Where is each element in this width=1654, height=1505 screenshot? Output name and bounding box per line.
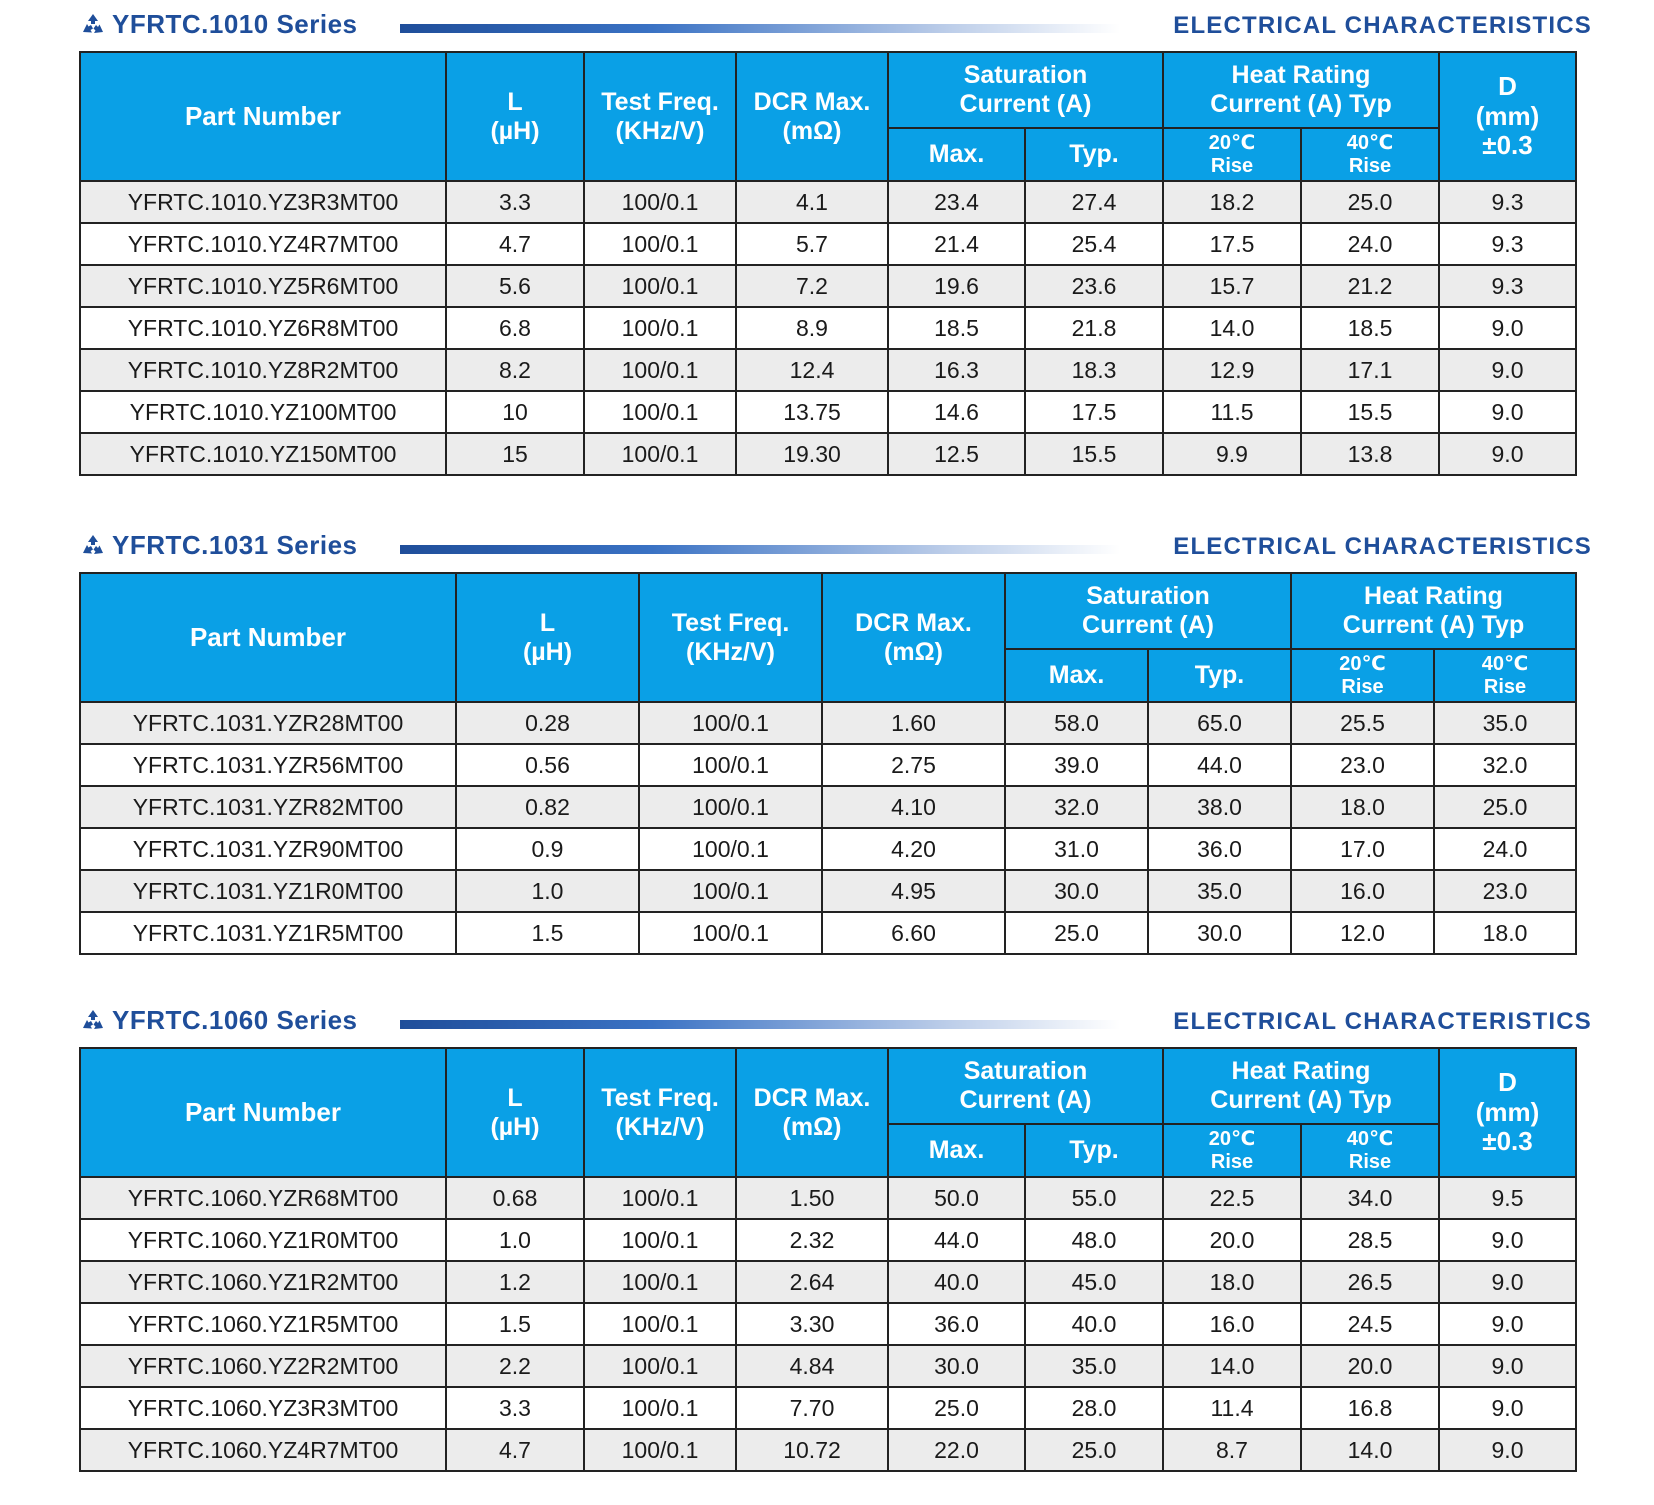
sat-typ-cell: 25.4: [1025, 223, 1163, 265]
inductance-cell: 1.2: [446, 1261, 584, 1303]
section-title: YFRTC.1031 Series: [112, 530, 358, 560]
sat-max-cell: 25.0: [888, 1387, 1025, 1429]
heat-40c-cell: 18.5: [1301, 307, 1439, 349]
col-saturation-current: Saturation Current (A): [888, 1048, 1163, 1124]
table-row: [80, 1387, 1576, 1429]
section-subtitle: ELECTRICAL CHARACTERISTICS: [1173, 533, 1592, 560]
sat-typ-cell: 40.0: [1025, 1303, 1163, 1345]
part-number-cell: YFRTC.1010.YZ3R3MT00: [80, 181, 446, 223]
sat-max-cell: 30.0: [888, 1345, 1025, 1387]
dcr-cell: 2.32: [736, 1219, 888, 1261]
dcr-cell: 13.75: [736, 391, 888, 433]
test-freq-cell: 100/0.1: [584, 181, 736, 223]
title-gradient-bar: [400, 24, 1120, 33]
col-heat-40c: 40℃ Rise: [1301, 128, 1439, 181]
col-sat-typ: Typ.: [1025, 1124, 1163, 1177]
table-row: [80, 1429, 1576, 1471]
heat-40c-cell: 28.5: [1301, 1219, 1439, 1261]
test-freq-cell: 100/0.1: [584, 1177, 736, 1219]
spec-table: [79, 1047, 1577, 1472]
dcr-cell: 4.1: [736, 181, 888, 223]
table-body: [80, 702, 1576, 954]
part-number-cell: YFRTC.1060.YZ1R2MT00: [80, 1261, 446, 1303]
sat-typ-cell: 45.0: [1025, 1261, 1163, 1303]
col-inductance: L (µH): [446, 52, 584, 181]
sat-typ-cell: 30.0: [1148, 912, 1291, 954]
part-number-cell: YFRTC.1031.YZ1R5MT00: [80, 912, 456, 954]
sat-typ-cell: 23.6: [1025, 265, 1163, 307]
table-row: [80, 828, 1576, 870]
heat-40c-cell: 15.5: [1301, 391, 1439, 433]
col-dcr: DCR Max. (mΩ): [822, 573, 1005, 702]
heat-40c-cell: 16.8: [1301, 1387, 1439, 1429]
test-freq-cell: 100/0.1: [584, 1261, 736, 1303]
dcr-cell: 8.9: [736, 307, 888, 349]
heat-40c-cell: 24.0: [1434, 828, 1576, 870]
section-header: [0, 1000, 1654, 1040]
dimension-cell: 9.0: [1439, 1219, 1576, 1261]
heat-20c-cell: 11.5: [1163, 391, 1301, 433]
part-number-cell: YFRTC.1010.YZ100MT00: [80, 391, 446, 433]
sat-max-cell: 16.3: [888, 349, 1025, 391]
sat-max-cell: 36.0: [888, 1303, 1025, 1345]
col-test-freq: Test Freq. (KHz/V): [584, 52, 736, 181]
heat-40c-cell: 32.0: [1434, 744, 1576, 786]
sat-typ-cell: 25.0: [1025, 1429, 1163, 1471]
heat-20c-cell: 18.2: [1163, 181, 1301, 223]
heat-20c-cell: 8.7: [1163, 1429, 1301, 1471]
part-number-cell: YFRTC.1031.YZR90MT00: [80, 828, 456, 870]
sat-typ-cell: 27.4: [1025, 181, 1163, 223]
sat-max-cell: 31.0: [1005, 828, 1148, 870]
sat-max-cell: 23.4: [888, 181, 1025, 223]
heat-40c-cell: 13.8: [1301, 433, 1439, 475]
heat-20c-cell: 20.0: [1163, 1219, 1301, 1261]
table-row: [80, 307, 1576, 349]
heat-40c-cell: 24.5: [1301, 1303, 1439, 1345]
heat-40c-cell: 23.0: [1434, 870, 1576, 912]
dimension-cell: 9.3: [1439, 265, 1576, 307]
sat-typ-cell: 38.0: [1148, 786, 1291, 828]
part-number-cell: YFRTC.1010.YZ4R7MT00: [80, 223, 446, 265]
sat-typ-cell: 65.0: [1148, 702, 1291, 744]
part-number-cell: YFRTC.1031.YZ1R0MT00: [80, 870, 456, 912]
sat-max-cell: 30.0: [1005, 870, 1148, 912]
heat-40c-cell: 26.5: [1301, 1261, 1439, 1303]
recycle-icon: [80, 533, 106, 559]
test-freq-cell: 100/0.1: [584, 265, 736, 307]
recycle-icon: [80, 1008, 106, 1034]
inductance-cell: 4.7: [446, 223, 584, 265]
table-row: [80, 1261, 1576, 1303]
heat-40c-cell: 24.0: [1301, 223, 1439, 265]
sat-max-cell: 19.6: [888, 265, 1025, 307]
heat-20c-cell: 18.0: [1163, 1261, 1301, 1303]
sat-typ-cell: 35.0: [1025, 1345, 1163, 1387]
sat-typ-cell: 21.8: [1025, 307, 1163, 349]
col-heat-20c: 20℃ Rise: [1163, 1124, 1301, 1177]
part-number-cell: YFRTC.1060.YZ3R3MT00: [80, 1387, 446, 1429]
col-saturation-current: Saturation Current (A): [888, 52, 1163, 128]
heat-20c-cell: 11.4: [1163, 1387, 1301, 1429]
section-title: YFRTC.1010 Series: [112, 9, 358, 39]
sat-max-cell: 40.0: [888, 1261, 1025, 1303]
heat-40c-cell: 25.0: [1301, 181, 1439, 223]
table-row: [80, 870, 1576, 912]
table-row: [80, 1345, 1576, 1387]
heat-20c-cell: 15.7: [1163, 265, 1301, 307]
dimension-cell: 9.0: [1439, 1303, 1576, 1345]
dcr-cell: 10.72: [736, 1429, 888, 1471]
col-heat-20c: 20℃ Rise: [1291, 649, 1434, 702]
title-gradient-bar: [400, 1020, 1120, 1029]
table-row: [80, 744, 1576, 786]
col-heat-20c: 20℃ Rise: [1163, 128, 1301, 181]
col-sat-max: Max.: [1005, 649, 1148, 702]
test-freq-cell: 100/0.1: [584, 1345, 736, 1387]
dcr-cell: 4.10: [822, 786, 1005, 828]
dimension-cell: 9.0: [1439, 391, 1576, 433]
sat-max-cell: 32.0: [1005, 786, 1148, 828]
heat-20c-cell: 17.5: [1163, 223, 1301, 265]
sat-typ-cell: 35.0: [1148, 870, 1291, 912]
sat-max-cell: 50.0: [888, 1177, 1025, 1219]
col-dcr: DCR Max. (mΩ): [736, 1048, 888, 1177]
section-header: [0, 4, 1654, 44]
col-sat-typ: Typ.: [1148, 649, 1291, 702]
col-inductance: L (µH): [456, 573, 639, 702]
table-row: [80, 181, 1576, 223]
test-freq-cell: 100/0.1: [584, 349, 736, 391]
inductance-cell: 15: [446, 433, 584, 475]
test-freq-cell: 100/0.1: [639, 744, 822, 786]
col-part-number: Part Number: [80, 1048, 446, 1177]
part-number-cell: YFRTC.1060.YZ2R2MT00: [80, 1345, 446, 1387]
test-freq-cell: 100/0.1: [584, 1219, 736, 1261]
col-part-number: Part Number: [80, 52, 446, 181]
inductance-cell: 0.82: [456, 786, 639, 828]
test-freq-cell: 100/0.1: [584, 391, 736, 433]
table-row: [80, 223, 1576, 265]
col-heat-rating-current: Heat Rating Current (A) Typ: [1291, 573, 1576, 649]
col-heat-rating-current: Heat Rating Current (A) Typ: [1163, 52, 1439, 128]
test-freq-cell: 100/0.1: [584, 307, 736, 349]
dimension-cell: 9.0: [1439, 349, 1576, 391]
section-header: [0, 525, 1654, 565]
spec-table: [79, 51, 1577, 476]
inductance-cell: 0.56: [456, 744, 639, 786]
section-subtitle: ELECTRICAL CHARACTERISTICS: [1173, 1008, 1592, 1035]
sat-max-cell: 25.0: [1005, 912, 1148, 954]
table-row: [80, 786, 1576, 828]
test-freq-cell: 100/0.1: [639, 828, 822, 870]
sat-typ-cell: 17.5: [1025, 391, 1163, 433]
heat-20c-cell: 12.9: [1163, 349, 1301, 391]
heat-40c-cell: 17.1: [1301, 349, 1439, 391]
heat-40c-cell: 20.0: [1301, 1345, 1439, 1387]
inductance-cell: 10: [446, 391, 584, 433]
inductance-cell: 0.68: [446, 1177, 584, 1219]
test-freq-cell: 100/0.1: [584, 223, 736, 265]
test-freq-cell: 100/0.1: [639, 786, 822, 828]
dcr-cell: 1.60: [822, 702, 1005, 744]
col-test-freq: Test Freq. (KHz/V): [639, 573, 822, 702]
inductance-cell: 0.9: [456, 828, 639, 870]
sat-max-cell: 12.5: [888, 433, 1025, 475]
test-freq-cell: 100/0.1: [584, 433, 736, 475]
dcr-cell: 1.50: [736, 1177, 888, 1219]
sat-typ-cell: 36.0: [1148, 828, 1291, 870]
part-number-cell: YFRTC.1060.YZ1R0MT00: [80, 1219, 446, 1261]
table-body: [80, 1177, 1576, 1471]
heat-40c-cell: 25.0: [1434, 786, 1576, 828]
sat-typ-cell: 18.3: [1025, 349, 1163, 391]
inductance-cell: 1.0: [446, 1219, 584, 1261]
heat-20c-cell: 23.0: [1291, 744, 1434, 786]
inductance-cell: 1.0: [456, 870, 639, 912]
sat-typ-cell: 44.0: [1148, 744, 1291, 786]
table-row: [80, 391, 1576, 433]
part-number-cell: YFRTC.1031.YZR82MT00: [80, 786, 456, 828]
table-row: [80, 702, 1576, 744]
col-sat-max: Max.: [888, 1124, 1025, 1177]
heat-20c-cell: 18.0: [1291, 786, 1434, 828]
dcr-cell: 2.64: [736, 1261, 888, 1303]
dimension-cell: 9.0: [1439, 307, 1576, 349]
sat-max-cell: 18.5: [888, 307, 1025, 349]
inductance-cell: 2.2: [446, 1345, 584, 1387]
heat-20c-cell: 14.0: [1163, 1345, 1301, 1387]
part-number-cell: YFRTC.1010.YZ6R8MT00: [80, 307, 446, 349]
table-row: [80, 1303, 1576, 1345]
col-saturation-current: Saturation Current (A): [1005, 573, 1291, 649]
heat-40c-cell: 21.2: [1301, 265, 1439, 307]
col-heat-40c: 40℃ Rise: [1301, 1124, 1439, 1177]
part-number-cell: YFRTC.1060.YZR68MT00: [80, 1177, 446, 1219]
heat-40c-cell: 14.0: [1301, 1429, 1439, 1471]
section-title: YFRTC.1060 Series: [112, 1005, 358, 1035]
dcr-cell: 19.30: [736, 433, 888, 475]
sat-max-cell: 58.0: [1005, 702, 1148, 744]
dimension-cell: 9.0: [1439, 1429, 1576, 1471]
dcr-cell: 7.2: [736, 265, 888, 307]
part-number-cell: YFRTC.1010.YZ5R6MT00: [80, 265, 446, 307]
col-sat-max: Max.: [888, 128, 1025, 181]
sat-typ-cell: 55.0: [1025, 1177, 1163, 1219]
inductance-cell: 3.3: [446, 181, 584, 223]
section-subtitle: ELECTRICAL CHARACTERISTICS: [1173, 12, 1592, 39]
table-row: [80, 912, 1576, 954]
inductance-cell: 5.6: [446, 265, 584, 307]
col-test-freq: Test Freq. (KHz/V): [584, 1048, 736, 1177]
title-gradient-bar: [400, 545, 1120, 554]
dcr-cell: 4.84: [736, 1345, 888, 1387]
test-freq-cell: 100/0.1: [584, 1429, 736, 1471]
dcr-cell: 12.4: [736, 349, 888, 391]
heat-20c-cell: 9.9: [1163, 433, 1301, 475]
inductance-cell: 6.8: [446, 307, 584, 349]
dcr-cell: 4.95: [822, 870, 1005, 912]
table-row: [80, 1177, 1576, 1219]
dcr-cell: 4.20: [822, 828, 1005, 870]
col-dimension-d: D (mm) ±0.3: [1439, 52, 1576, 181]
sat-max-cell: 14.6: [888, 391, 1025, 433]
sat-max-cell: 44.0: [888, 1219, 1025, 1261]
inductance-cell: 0.28: [456, 702, 639, 744]
col-heat-rating-current: Heat Rating Current (A) Typ: [1163, 1048, 1439, 1124]
spec-table: [79, 572, 1577, 955]
test-freq-cell: 100/0.1: [584, 1387, 736, 1429]
col-sat-typ: Typ.: [1025, 128, 1163, 181]
heat-40c-cell: 18.0: [1434, 912, 1576, 954]
heat-20c-cell: 14.0: [1163, 307, 1301, 349]
inductance-cell: 4.7: [446, 1429, 584, 1471]
dcr-cell: 6.60: [822, 912, 1005, 954]
heat-20c-cell: 16.0: [1163, 1303, 1301, 1345]
inductance-cell: 1.5: [446, 1303, 584, 1345]
table-body: [80, 181, 1576, 475]
dimension-cell: 9.5: [1439, 1177, 1576, 1219]
heat-20c-cell: 12.0: [1291, 912, 1434, 954]
recycle-icon: [80, 12, 106, 38]
test-freq-cell: 100/0.1: [639, 912, 822, 954]
sat-typ-cell: 48.0: [1025, 1219, 1163, 1261]
part-number-cell: YFRTC.1060.YZ4R7MT00: [80, 1429, 446, 1471]
part-number-cell: YFRTC.1010.YZ150MT00: [80, 433, 446, 475]
sat-typ-cell: 15.5: [1025, 433, 1163, 475]
test-freq-cell: 100/0.1: [639, 870, 822, 912]
heat-20c-cell: 16.0: [1291, 870, 1434, 912]
inductance-cell: 8.2: [446, 349, 584, 391]
heat-40c-cell: 34.0: [1301, 1177, 1439, 1219]
heat-20c-cell: 25.5: [1291, 702, 1434, 744]
sat-max-cell: 21.4: [888, 223, 1025, 265]
col-part-number: Part Number: [80, 573, 456, 702]
dimension-cell: 9.0: [1439, 1387, 1576, 1429]
test-freq-cell: 100/0.1: [639, 702, 822, 744]
test-freq-cell: 100/0.1: [584, 1303, 736, 1345]
col-heat-40c: 40℃ Rise: [1434, 649, 1576, 702]
inductance-cell: 1.5: [456, 912, 639, 954]
dimension-cell: 9.0: [1439, 1261, 1576, 1303]
heat-20c-cell: 22.5: [1163, 1177, 1301, 1219]
table-row: [80, 1219, 1576, 1261]
dimension-cell: 9.3: [1439, 223, 1576, 265]
part-number-cell: YFRTC.1031.YZR28MT00: [80, 702, 456, 744]
dimension-cell: 9.0: [1439, 1345, 1576, 1387]
dcr-cell: 5.7: [736, 223, 888, 265]
dcr-cell: 2.75: [822, 744, 1005, 786]
table-row: [80, 349, 1576, 391]
part-number-cell: YFRTC.1031.YZR56MT00: [80, 744, 456, 786]
heat-40c-cell: 35.0: [1434, 702, 1576, 744]
part-number-cell: YFRTC.1010.YZ8R2MT00: [80, 349, 446, 391]
sat-typ-cell: 28.0: [1025, 1387, 1163, 1429]
table-row: [80, 433, 1576, 475]
sat-max-cell: 39.0: [1005, 744, 1148, 786]
dimension-cell: 9.0: [1439, 433, 1576, 475]
table-row: [80, 265, 1576, 307]
sat-max-cell: 22.0: [888, 1429, 1025, 1471]
part-number-cell: YFRTC.1060.YZ1R5MT00: [80, 1303, 446, 1345]
col-dimension-d: D (mm) ±0.3: [1439, 1048, 1576, 1177]
heat-20c-cell: 17.0: [1291, 828, 1434, 870]
dimension-cell: 9.3: [1439, 181, 1576, 223]
dcr-cell: 3.30: [736, 1303, 888, 1345]
col-inductance: L (µH): [446, 1048, 584, 1177]
col-dcr: DCR Max. (mΩ): [736, 52, 888, 181]
dcr-cell: 7.70: [736, 1387, 888, 1429]
inductance-cell: 3.3: [446, 1387, 584, 1429]
